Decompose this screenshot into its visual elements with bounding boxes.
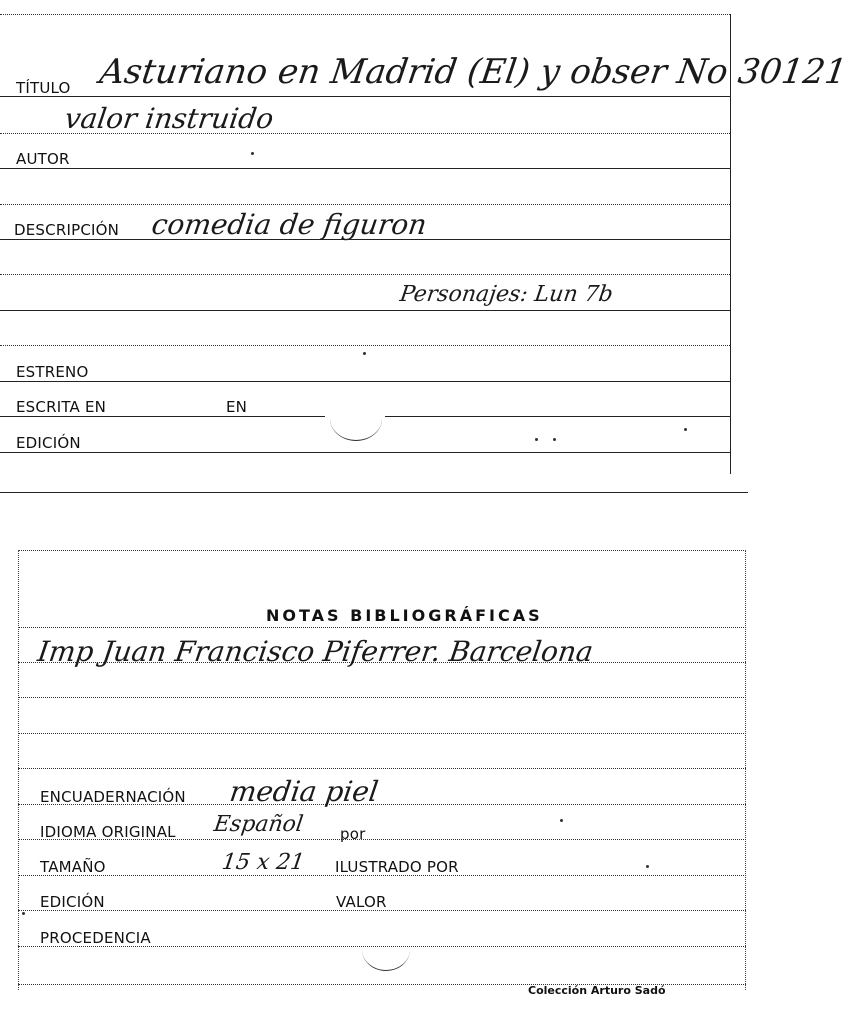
escrita-en-label: ESCRITA EN (16, 398, 107, 416)
idioma-label: IDIOMA ORIGINAL (40, 823, 176, 841)
rule-line (0, 310, 730, 311)
notas-header: NOTAS BIBLIOGRÁFICAS (266, 606, 543, 625)
punch-hole (330, 396, 382, 441)
tamano-handwritten: 15 x 21 (220, 850, 307, 875)
ink-speck (535, 438, 538, 441)
ink-speck (684, 428, 687, 431)
right-border (745, 550, 746, 990)
idioma-handwritten: Español (212, 812, 305, 837)
rule-line (18, 733, 746, 734)
card-bottom-edge (0, 492, 748, 493)
por-label: por (340, 825, 366, 843)
edicion-label: EDICIÓN (16, 434, 81, 452)
rule-line (18, 768, 746, 769)
rule-line (18, 627, 746, 628)
titulo-handwritten-line2: valor instruido (62, 102, 276, 135)
rule-line (0, 452, 730, 453)
rule-line (0, 381, 730, 382)
personajes-handwritten: Personajes: Lun 7b (398, 282, 615, 307)
descripcion-label: DESCRIPCIÓN (14, 221, 120, 239)
rule-line (0, 416, 325, 417)
en-label: EN (226, 398, 248, 416)
autor-label: AUTOR (16, 150, 70, 168)
ilustrado-label: ILUSTRADO POR (335, 858, 459, 876)
notas-handwritten: Imp Juan Francisco Piferrer. Barcelona (35, 635, 596, 668)
ink-speck (553, 438, 556, 441)
rule-line (0, 204, 730, 205)
catalog-card-back (0, 540, 759, 1028)
rule-line (0, 168, 730, 169)
tamano-label: TAMAÑO (40, 858, 106, 876)
edicion-label: EDICIÓN (40, 893, 105, 911)
rule-line (18, 697, 746, 698)
rule-line (0, 274, 730, 275)
rule-line (0, 345, 730, 346)
ink-speck (251, 152, 254, 155)
left-border (18, 550, 19, 990)
ink-speck (646, 865, 649, 868)
collection-footer: Colección Arturo Sadó (528, 984, 666, 997)
catalog-card-front (0, 0, 849, 495)
rule-line (0, 96, 730, 97)
titulo-label: TÍTULO (16, 79, 71, 97)
rule-line (385, 416, 730, 417)
top-border (18, 550, 746, 551)
procedencia-label: PROCEDENCIA (40, 929, 151, 947)
titulo-handwritten: Asturiano en Madrid (El) y obser No 30121 (97, 52, 849, 92)
encuadernacion-handwritten: media piel (227, 775, 381, 808)
descripcion-handwritten: comedia de figuron (149, 208, 429, 241)
punch-hole (362, 928, 410, 971)
ink-speck (560, 819, 563, 822)
valor-label: VALOR (336, 893, 387, 911)
ink-speck (363, 352, 366, 355)
top-border (0, 14, 730, 15)
encuadernacion-label: ENCUADERNACIÓN (40, 788, 186, 806)
estreno-label: ESTRENO (16, 363, 89, 381)
ink-speck (22, 912, 25, 915)
